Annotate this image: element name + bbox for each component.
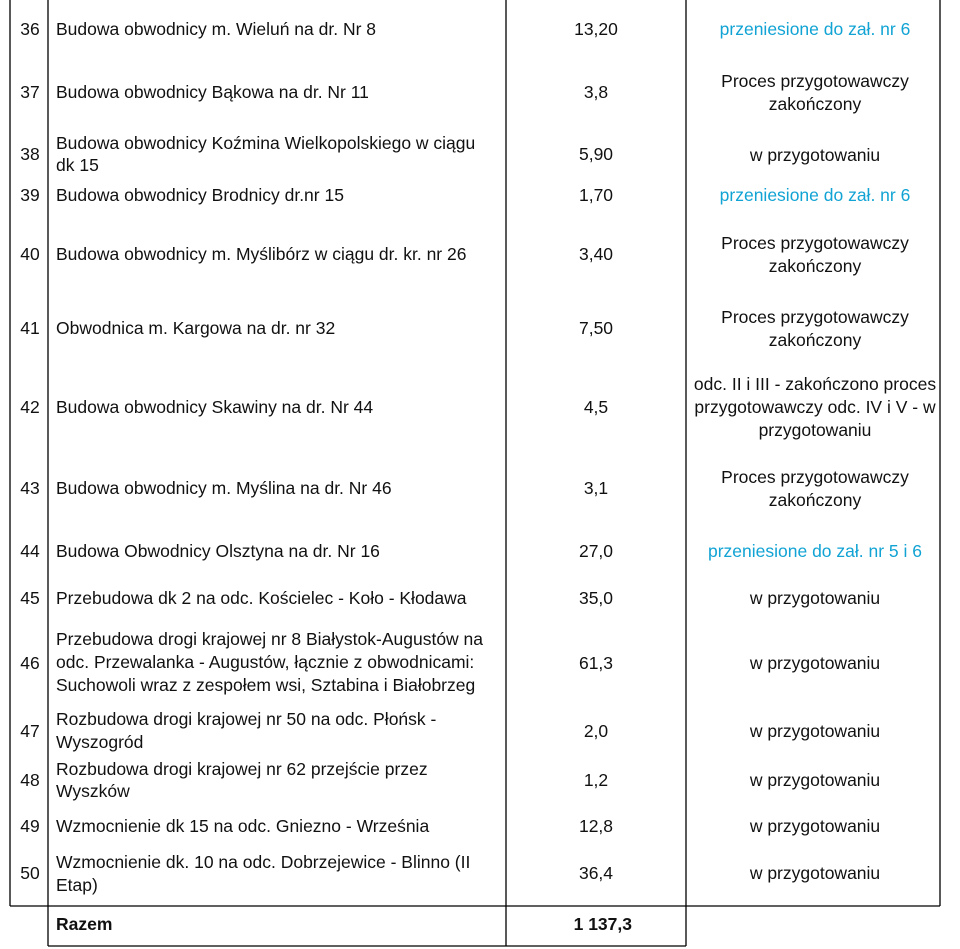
row-status-link[interactable]: przeniesione do zał. nr 6 (719, 185, 911, 205)
row-number: 41 (20, 318, 40, 338)
row-description: Budowa obwodnicy m. Wieluń na dr. Nr 8 (56, 19, 377, 39)
row-number: 40 (20, 244, 40, 264)
row-description: Rozbudowa drogi krajowej nr 62 przejście przez (56, 759, 428, 779)
row-number: 50 (20, 863, 40, 883)
row-length: 2,0 (583, 721, 609, 741)
row-number: 47 (20, 721, 40, 741)
row-status: Proces przygotowawczy (721, 467, 909, 487)
row-description: Suchowoli wraz z zespołem wsi, Sztabina i Białobrzeg (56, 675, 476, 695)
row-description: Wyszków (56, 781, 130, 801)
row-description: odc. Przewalanka - Augustów, łącznie z obwodnicami: (56, 652, 475, 672)
row-status: przygotowaniu (758, 420, 872, 440)
row-number: 48 (20, 770, 40, 790)
row-length: 3,40 (578, 244, 614, 264)
row-status: w przygotowaniu (749, 816, 881, 836)
row-status: odc. II i III - zakończono proces (693, 374, 937, 394)
row-description: Rozbudowa drogi krajowej nr 50 na odc. Płońsk - (56, 709, 437, 729)
row-status: zakończony (768, 490, 862, 510)
row-length: 13,20 (574, 19, 618, 39)
row-status: zakończony (768, 94, 862, 114)
row-status: w przygotowaniu (749, 145, 881, 165)
row-number: 45 (20, 588, 40, 608)
row-description: Budowa obwodnicy Brodnicy dr.nr 15 (56, 185, 344, 205)
row-status: w przygotowaniu (749, 863, 881, 883)
row-number: 38 (20, 144, 40, 164)
row-length: 35,0 (578, 588, 614, 608)
row-length: 27,0 (578, 541, 614, 561)
row-status: Proces przygotowawczy (721, 307, 909, 327)
row-length: 5,90 (578, 144, 614, 164)
row-description: Budowa obwodnicy Bąkowa na dr. Nr 11 (56, 82, 369, 102)
row-description: Budowa obwodnicy Skawiny na dr. Nr 44 (56, 397, 374, 417)
row-status: przygotowawczy odc. IV i V - w (694, 397, 936, 417)
row-status: w przygotowaniu (749, 653, 881, 673)
row-number: 46 (20, 653, 40, 673)
row-status: zakończony (768, 256, 862, 276)
row-description: Przebudowa drogi krajowej nr 8 Białystok-Augustów na (56, 629, 484, 649)
row-number: 43 (20, 478, 40, 498)
row-description: Wyszogród (56, 732, 144, 752)
row-status-link[interactable]: przeniesione do zał. nr 5 i 6 (707, 541, 923, 561)
row-description: Wzmocnienie dk. 10 na odc. Dobrzejewice - Blinno (II (56, 852, 471, 872)
row-description: Budowa Obwodnicy Olsztyna na dr. Nr 16 (56, 541, 380, 561)
total-value: 1 137,3 (573, 914, 632, 934)
row-description: Budowa obwodnicy m. Myślibórz w ciągu dr. kr. nr 26 (56, 244, 467, 264)
row-status: w przygotowaniu (749, 770, 881, 790)
row-number: 44 (20, 541, 40, 561)
row-number: 36 (20, 19, 40, 39)
row-length: 4,5 (583, 397, 609, 417)
row-status: w przygotowaniu (749, 721, 881, 741)
row-length: 12,8 (578, 816, 614, 836)
row-description: Budowa obwodnicy m. Myślina na dr. Nr 46 (56, 478, 392, 498)
row-description: dk 15 (56, 155, 99, 175)
row-length: 36,4 (578, 863, 614, 883)
row-description: Przebudowa dk 2 na odc. Kościelec - Koło - Kłodawa (56, 588, 467, 608)
total-label: Razem (56, 914, 113, 934)
row-number: 49 (20, 816, 40, 836)
row-status: Proces przygotowawczy (721, 71, 909, 91)
row-description: Wzmocnienie dk 15 na odc. Gniezno - Września (56, 816, 430, 836)
row-description: Etap) (56, 875, 98, 895)
row-length: 61,3 (578, 653, 614, 673)
row-length: 3,8 (583, 82, 609, 102)
row-status-link[interactable]: przeniesione do zał. nr 6 (719, 19, 911, 39)
row-length: 7,50 (578, 318, 614, 338)
row-length: 3,1 (583, 478, 609, 498)
row-status: Proces przygotowawczy (721, 233, 909, 253)
row-status: zakończony (768, 330, 862, 350)
row-number: 39 (20, 185, 40, 205)
row-length: 1,2 (583, 770, 609, 790)
row-status: w przygotowaniu (749, 588, 881, 608)
row-description: Budowa obwodnicy Koźmina Wielkopolskiego w ciągu (56, 133, 476, 153)
row-number: 37 (20, 82, 40, 102)
row-description: Obwodnica m. Kargowa na dr. nr 32 (56, 318, 336, 338)
row-number: 42 (20, 397, 40, 417)
row-length: 1,70 (578, 185, 614, 205)
